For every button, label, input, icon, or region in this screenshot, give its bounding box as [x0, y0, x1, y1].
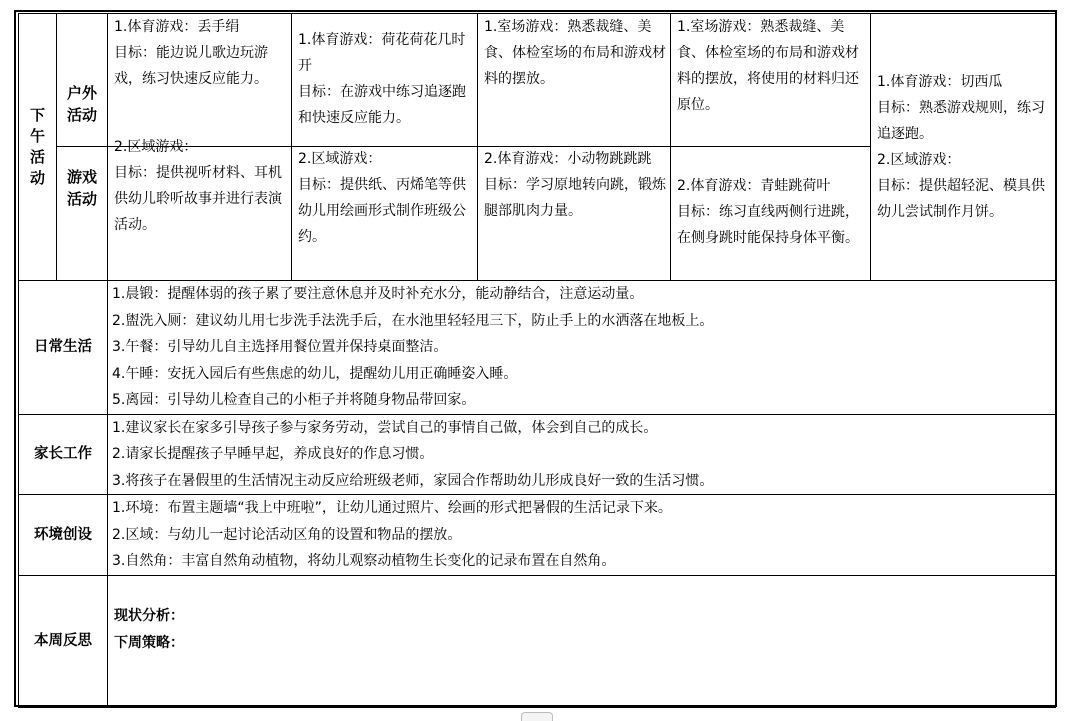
fri-outdoor-game: 1.体育游戏：切西瓜 — [877, 74, 1003, 90]
environment-row — [19, 495, 1056, 576]
daily-life-item: 3.午餐：引导幼儿自主选择用餐位置并保持桌面整洁。 — [112, 339, 448, 355]
daily-life-row — [19, 281, 1056, 415]
plan-table-frame — [14, 10, 1057, 707]
afternoon-label-cell — [19, 14, 57, 281]
environment-content — [108, 495, 1056, 576]
weekly-plan-table — [18, 13, 1056, 708]
daily-life-item: 1.晨锻：提醒体弱的孩子累了要注意休息并及时补充水分，能动静结合，注意运动量。 — [112, 286, 644, 302]
fri-activity-cell — [871, 14, 1056, 281]
daily-life-item: 2.盥洗入厕：建议幼儿用七步洗手法洗手后，在水池里轻轻甩三下，防止手上的水洒落在地板上。 — [112, 312, 714, 329]
wed-outdoor-game: 1.室场游戏：熟悉裁缝、美食、体检室场的布局和游戏材料的摆放。 — [484, 19, 666, 87]
strategy-heading: 下周策略： — [114, 635, 184, 651]
wed-area-game: 2.体育游戏：小动物跳跳跳 — [484, 151, 652, 167]
parent-work-row — [19, 414, 1056, 495]
daily-life-label: 日常生活 — [19, 281, 108, 415]
environment-item: 3.自然角：丰富自然角动植物，将幼儿观察动植物生长变化的记录布置在自然角。 — [112, 553, 616, 570]
environment-item: 2.区域：与幼儿一起讨论活动区角的设置和物品的摆放。 — [112, 526, 462, 543]
tue-outdoor-cell — [292, 14, 478, 147]
mon-outdoor-cell — [108, 14, 292, 147]
afternoon-label: 下午活动 — [29, 106, 45, 187]
mon-area-goal: 目标：提供视听材料、耳机供幼儿聆听故事并进行表演活动。 — [114, 165, 282, 233]
wed-area-goal: 目标：学习原地转向跳，锻炼腿部肌肉力量。 — [484, 177, 666, 219]
weekly-plan-sheet — [18, 13, 1056, 708]
fri-area-goal: 目标：提供超轻泥、模具供幼儿尝试制作月饼。 — [877, 178, 1045, 220]
thu-outdoor-game: 1.室场游戏：熟悉裁缝、美食、体检室场的布局和游戏材料的摆放，将使用的材料归还原位。 — [677, 19, 859, 113]
wed-outdoor-cell — [478, 14, 671, 147]
game-label: 游戏活动 — [66, 167, 97, 208]
outdoor-label-cell — [57, 14, 108, 147]
game-label-cell — [57, 147, 108, 281]
thu-area-goal: 目标：练习直线两侧行进跳，在侧身跳时能保持身体平衡。 — [677, 204, 859, 246]
parent-work-item: 3.将孩子在暑假里的生活情况主动反应给班级老师，家园合作帮助幼儿形成良好一致的生活习惯。 — [112, 472, 714, 489]
parent-work-label: 家长工作 — [19, 414, 108, 495]
fri-outdoor-goal: 目标：熟悉游戏规则，练习追逐跑。 — [877, 100, 1045, 142]
environment-item: 1.环境：布置主题墙“我上中班啦”，让幼儿通过照片、绘画的形式把暑假的生活记录下来。 — [112, 500, 672, 517]
daily-life-content — [108, 281, 1056, 415]
thu-outdoor-cell — [671, 14, 871, 147]
tue-game-cell — [292, 147, 478, 281]
thu-area-game: 2.体育游戏：青蛙跳荷叶 — [677, 178, 831, 194]
mon-outdoor-game: 1.体育游戏：丢手绢 — [114, 19, 240, 35]
daily-life-item: 5.离园：引导幼儿检查自己的小柜子并将随身物品带回家。 — [112, 392, 476, 408]
afternoon-outdoor-row — [19, 14, 1056, 147]
mon-area-game: 2.区域游戏： — [114, 139, 198, 155]
outdoor-label: 户外活动 — [66, 84, 97, 124]
reflection-row — [19, 576, 1056, 708]
fri-area-game: 2.区域游戏： — [877, 152, 961, 168]
thu-game-cell — [671, 147, 871, 281]
daily-life-item: 4.午睡：安抚入园后有些焦虑的幼儿，提醒幼儿用正确睡姿入睡。 — [112, 365, 518, 382]
parent-work-item: 1.建议家长在家多引导孩子参与家务劳动，尝试自己的事情自己做，体会到自己的成长。 — [112, 419, 658, 436]
tue-outdoor-goal: 目标：在游戏中练习追逐跑和快速反应能力。 — [298, 84, 466, 126]
tue-outdoor-game: 1.体育游戏：荷花荷花几时开 — [298, 32, 466, 74]
tue-area-goal: 目标：提供纸、丙烯笔等供幼儿用绘画形式制作班级公约。 — [298, 177, 466, 245]
reflection-content — [108, 576, 1056, 708]
analysis-heading: 现状分析： — [114, 608, 184, 624]
mon-game-cell — [108, 139, 292, 281]
tue-area-game: 2.区域游戏： — [298, 151, 382, 167]
parent-work-item: 2.请家长提醒孩子早睡早起，养成良好的作息习惯。 — [112, 446, 434, 462]
environment-label: 环境创设 — [19, 495, 108, 576]
wed-game-cell — [478, 147, 671, 281]
mon-outdoor-goal: 目标：能边说儿歌边玩游戏，练习快速反应能力。 — [114, 45, 268, 87]
parent-work-content — [108, 414, 1056, 495]
reflection-label: 本周反思 — [19, 576, 108, 708]
